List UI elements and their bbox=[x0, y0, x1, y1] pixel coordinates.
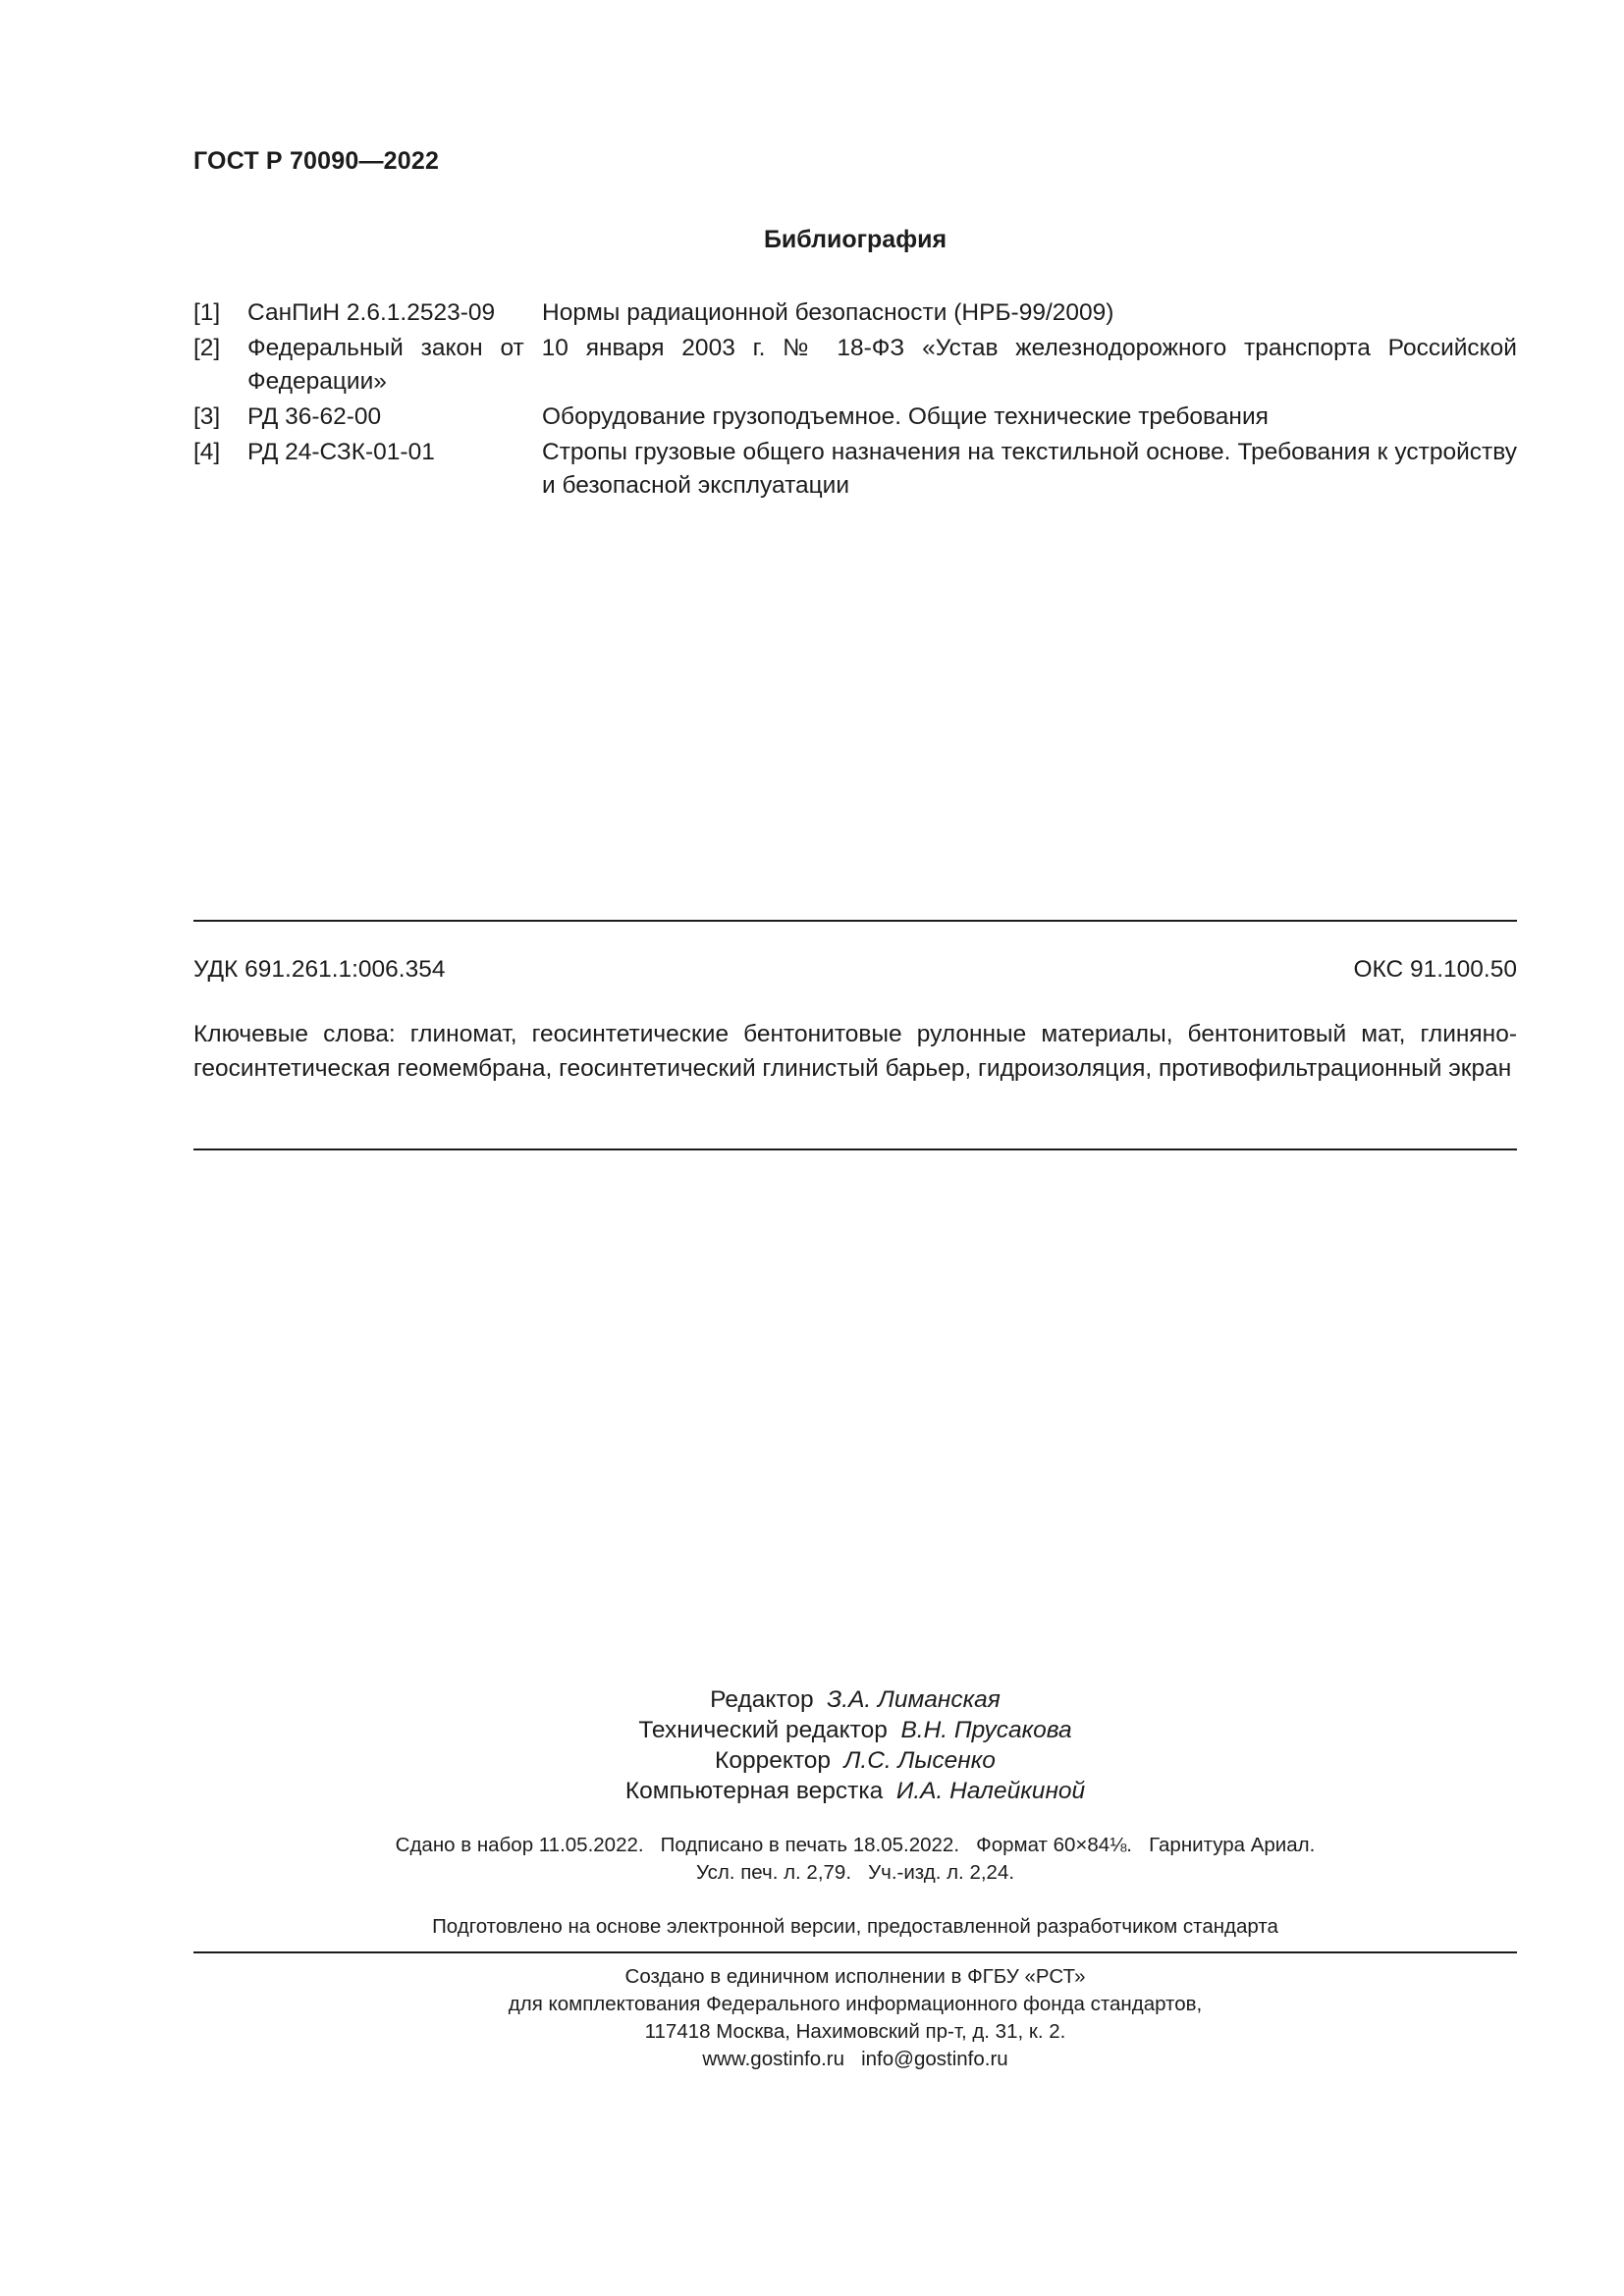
entry-number: [3] bbox=[193, 403, 221, 430]
credit-role: Компьютерная верстка bbox=[624, 1778, 884, 1804]
entry-document: РД 36-62-00 bbox=[247, 403, 382, 430]
standard-code: ГОСТ Р 70090—2022 bbox=[193, 147, 440, 175]
divider-bottom bbox=[193, 1951, 1517, 1953]
entry-document: СанПиН 2.6.1.2523-09 bbox=[247, 299, 496, 326]
bibliography-entry-1 bbox=[193, 296, 1517, 330]
divider-top bbox=[193, 920, 1517, 922]
entry-title: Оборудование грузоподъемное. Общие технические требования bbox=[542, 403, 1269, 430]
entry-number: [2] bbox=[193, 335, 221, 361]
publication-line-2: Усл. печ. л. 2,79. Уч.-изд. л. 2,24. bbox=[695, 1861, 1015, 1884]
udk-code: УДК 691.261.1:006.354 bbox=[193, 956, 446, 983]
publication-info bbox=[193, 1832, 1517, 1887]
credit-tech-editor bbox=[193, 1715, 1517, 1745]
publication-line-1: Сдано в набор 11.05.2022. Подписано в печать 18.05.2022. Формат 60×84⅛. Гарнитура Ариал. bbox=[395, 1834, 1316, 1856]
divider-middle bbox=[193, 1148, 1517, 1150]
created-info bbox=[193, 1963, 1517, 2073]
credit-name: И.А. Налейкиной bbox=[895, 1778, 1086, 1804]
credit-name: З.А. Лиманская bbox=[827, 1686, 1001, 1713]
credit-role: Корректор bbox=[715, 1747, 832, 1774]
credit-role: Редактор bbox=[710, 1686, 814, 1713]
bibliography-entry-2 bbox=[193, 332, 1517, 399]
created-line-2: для комплектования Федерального информационного фонда стандартов, bbox=[508, 1993, 1203, 2015]
bibliography-entry-4 bbox=[193, 436, 1517, 503]
entry-number: [1] bbox=[193, 299, 221, 326]
entry-document: РД 24-СЗК-01-01 bbox=[247, 439, 435, 465]
created-line-3: 117418 Москва, Нахимовский пр-т, д. 31, к. 2. bbox=[644, 2020, 1066, 2043]
bibliography-entry-3 bbox=[193, 400, 1517, 434]
credit-editor bbox=[193, 1684, 1517, 1715]
entry-title: Стропы грузовые общего назначения на текстильной основе. Требования к устройству и безопасной эксплуатации bbox=[542, 439, 1517, 499]
credit-layout bbox=[193, 1776, 1517, 1806]
entry-number: [4] bbox=[193, 439, 221, 465]
entry-title: Нормы радиационной безопасности (НРБ-99/2009) bbox=[542, 299, 1114, 326]
bibliography-list bbox=[193, 296, 1517, 505]
prepared-note: Подготовлено на основе электронной версии, предоставленной разработчиком стандарта bbox=[432, 1915, 1278, 1938]
credits-block bbox=[193, 1684, 1517, 1806]
credit-name: Л.С. Лысенко bbox=[843, 1747, 996, 1774]
credit-name: В.Н. Прусакова bbox=[900, 1717, 1072, 1743]
entry-full-text: Федеральный закон от 10 января 2003 г. № 18-ФЗ «Устав железнодорожного транспорта Российской Федерации» bbox=[247, 335, 1517, 395]
created-line-1: Создано в единичном исполнении в ФГБУ «РСТ» bbox=[624, 1965, 1086, 1988]
credit-role: Технический редактор bbox=[638, 1717, 888, 1743]
keywords-paragraph: Ключевые слова: глиномат, геосинтетические бентонитовые рулонные материалы, бентонитовый мат, глиняно-геосинтетическая геомембрана, геосинтетический глинистый барьер, гидроизоляция, противофильтрационный экран bbox=[193, 1021, 1517, 1082]
bibliography-title: Библиография bbox=[763, 226, 947, 253]
oks-code: ОКС 91.100.50 bbox=[1353, 956, 1517, 983]
credit-proofreader bbox=[193, 1745, 1517, 1776]
created-line-4: www.gostinfo.ru info@gostinfo.ru bbox=[702, 2048, 1008, 2070]
